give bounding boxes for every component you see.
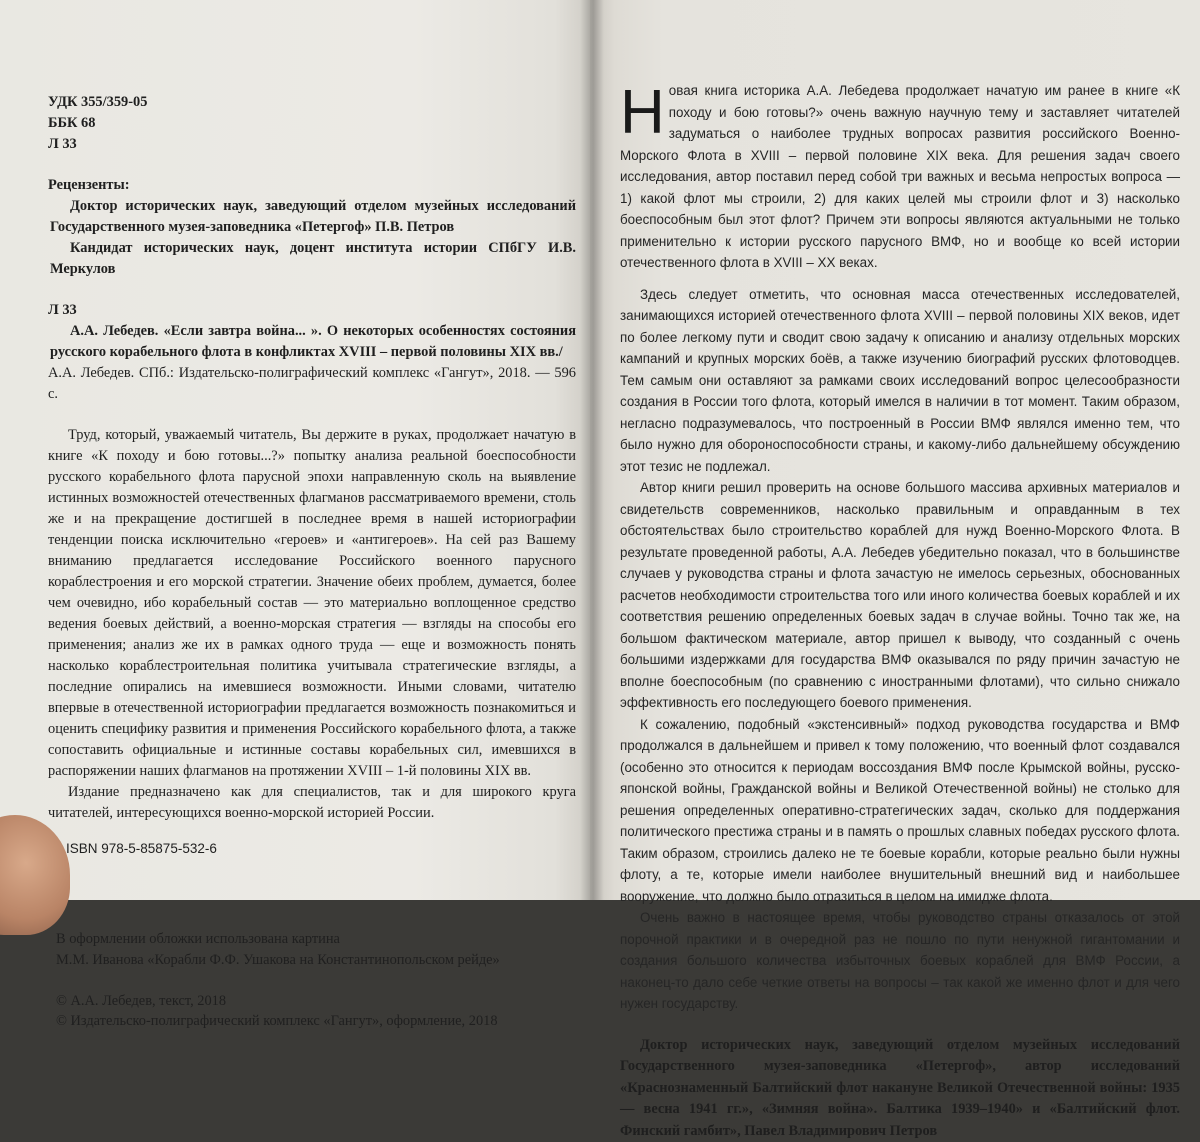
- drop-cap: Н: [620, 86, 665, 140]
- imprint-page-text: [48, 92, 576, 1031]
- reviewer-2: Кандидат исторических наук, доцент института истории СПбГУ И.В. Меркулов: [48, 238, 576, 280]
- author-mark: Л 33: [48, 134, 576, 155]
- foreword-paragraph-5: Очень важно в настоящее время, чтобы руководство страны отказалось от этой порочной практики и в очередной раз не пошло по пути ненужной гигантомании и создания большого количества избыточных боевых кораблей для ВМФ России, а наконец-то дало себе четкие ответы на вопросы – так какой же именно флот и для чего нужен государству.: [620, 907, 1180, 1015]
- foreword-paragraph-1-text: овая книга историка А.А. Лебедева продолжает начатую им ранее в книге «К походу и бою готовы?» очень важную научную тему и заставляет читателей задуматься о наиболее трудных вопросах развития российского Военно-Морского Флота в XVIII – первой половине XIX века. Для решения задач своего исследования, автор поставил перед собой три важных и весьма непростых вопроса — 1) какой флот мы строили, 2) для каких целей мы строили флот и 3) насколько боеспособным был этот флот? Причем эти вопросы являются актуальными не только применительно к истории русского парусного ВМФ, но и вообще ко всей истории отечественного флота в XVIII – XX веках.: [620, 83, 1180, 270]
- copyright-text: © А.А. Лебедев, текст, 2018: [48, 991, 576, 1011]
- cover-note-line-2: М.М. Иванова «Корабли Ф.Ф. Ушакова на Константинопольском рейде»: [48, 950, 576, 971]
- foreword-paragraph-2: Здесь следует отметить, что основная масса отечественных исследователей, занимающихся историей отечественного флота XVIII – первой половины XIX веков, идет по более легкому пути и сводит свою задачу к описанию и анализу отдельных морских кампаний и крупных морских боёв, а также изучению биографий русских флотоводцев. Тем самым они оставляют за рамками своих исследований вопрос целесообразности создания в России того флота, который имелся в наличии в тот момент. Таким образом, негласно подразумевалось, что построенный в России ВМФ являлся именно тем, что было нужно для обороноспособности страны, и какому-либо дальнейшему обсуждению этот тезис не подлежал.: [620, 284, 1180, 478]
- foreword-page-text: [620, 80, 1180, 1142]
- reviewer-1: Доктор исторических наук, заведующий отделом музейных исследований Государственного музея-заповедника «Петергоф» П.В. Петров: [48, 196, 576, 238]
- bibliographic-publisher: А.А. Лебедев. СПб.: Издательско-полиграфический комплекс «Гангут», 2018. — 596 с.: [48, 363, 576, 405]
- abstract-paragraph: Труд, который, уважаемый читатель, Вы держите в руках, продолжает начатую в книге «К походу и бою готовы...?» попытку анализа реальной боеспособности русского корабельного флота парусной эпохи направленную сколь на выявление истинных возможностей отечественных флагманов рассматриваемого времени, столь же и на прекращение достигшей в последнее время в нашей историографии тенденции поиска исключительно «героев» и «антигероев». На сей раз Вашему вниманию предлагается исследование Российского военного парусного кораблестроения и его морской стратегии. Значение обеих проблем, думается, более чем очевидно, ибо корабельный состав — это материально воплощенное средство ведения боевых действий, а военно-морская стратегия — взгляды на способы его применения; анализ же их в рамках одного труда — еще и возможность понять насколько кораблестроительная политика учитывала стратегические взгляды, а последние опирались на имевшиеся возможности. Иными словами, читателю впервые в отечественной историографии предлагается возможность познакомиться и оценить специфику развития и применения Российского корабельного флота, а также сопоставить официальные и истинные составы корабельных сил, имевшихся в распоряжении наших флагманов на протяжении XVIII – 1-й половины XIX вв.: [48, 425, 576, 782]
- foreword-paragraph-3: Автор книги решил проверить на основе большого массива архивных материалов и свидетельств современников, насколько правильным и оправданным в тех обстоятельствах было строительство кораблей для нужд Военно-Морского Флота. В результате проведенной работы, А.А. Лебедев убедительно показал, что в большинстве случаев у руководства страны и флота зачастую не имелось серьезных, обоснованных расчетов необходимости строительства того или иного количества боевых кораблей и их соответствия решению определенных боевых задач в случае войны. Точно так же, на большом фактическом материале, автор пришел к выводу, что созданный с очень большими издержками для государства ВМФ оказывался по ряду причин зачастую не вполне боеспособным (по сравнению с иностранными флотами), что сильно снижало эффективность его последующего боевого применения.: [620, 477, 1180, 714]
- bibliographic-title: А.А. Лебедев. «Если завтра война... ». О некоторых особенностях состояния русского корабельного флота в конфликтах XVIII – первой половины XIX вв./: [48, 321, 576, 363]
- foreword-paragraph-1: [620, 80, 1180, 274]
- book-gutter: [580, 0, 604, 900]
- bbk-code: ББК 68: [48, 113, 576, 134]
- foreword-signature: Доктор исторических наук, заведующий отделом музейных исследований Государственного музея-заповедника «Петергоф», автор исследований «Краснознаменный Балтийский флот накануне Великой Отечественной войны: 1935 — весна 1941 гг.», «Зимняя война». Балтика 1939–1940» и «Балтийский флот. Финский гамбит», Павел Владимирович Петров: [620, 1035, 1180, 1142]
- cover-note-line-1: В оформлении обложки использована картина: [48, 929, 576, 950]
- foreword-paragraph-4: К сожалению, подобный «экстенсивный» подход руководства государства и ВМФ продолжался в дальнейшем и привел к тому положению, что военный флот создавался (особенно это относится к периодам воссоздания ВМФ после Крымской войны, русско-японской войны, Гражданской войны и Великой Отечественной войны) не столько для решения определенных оперативно-стратегических задач, сколько для поддержания политического престижа страны и в память о прошлых славных победах русского флота. Таким образом, строились далеко не те боевые корабли, которые реально были нужны флоту, а те, которые имели наиболее внушительный внешний вид и наибольшее вооружение, что должно было отразиться в целом на имидже флота.: [620, 714, 1180, 908]
- audience-paragraph: Издание предназначено как для специалистов, так и для широкого круга читателей, интересующихся военно-морской историей России.: [48, 782, 576, 824]
- author-mark-2: Л 33: [48, 300, 576, 321]
- reviewers-heading: Рецензенты:: [48, 175, 576, 196]
- isbn: ISBN 978-5-85875-532-6: [48, 838, 576, 859]
- udk-code: УДК 355/359-05: [48, 92, 576, 113]
- copyright-design: © Издательско-полиграфический комплекс «Гангут», оформление, 2018: [48, 1011, 576, 1031]
